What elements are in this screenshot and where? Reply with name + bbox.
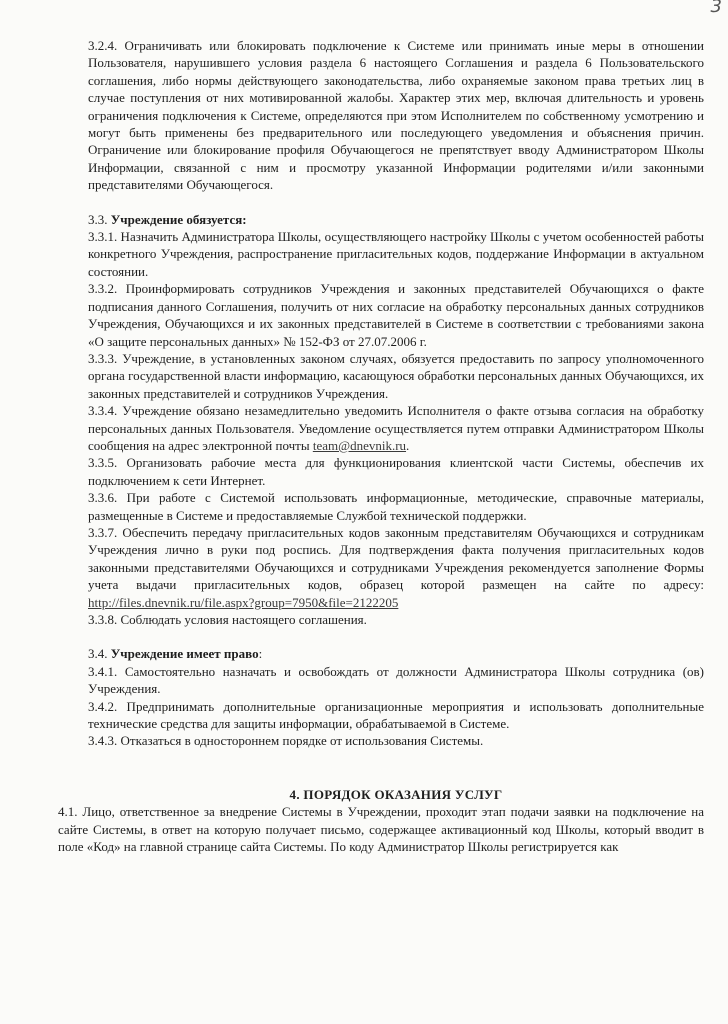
support-email-link[interactable]: team@dnevnik.ru — [312, 437, 407, 453]
clause-3-3-7 — [88, 524, 704, 611]
section-3-3-number: 3.3. — [88, 211, 108, 227]
clause-3-3-8: 3.3.8. Соблюдать условия настоящего соглашения. — [88, 612, 367, 627]
clause-3-3-1: 3.3.1. Назначить Администратора Школы, осуществляющего настройку Школы с учетом особенностей работы конкретного Учреждения, распространение пригласительных кодов, поддержание Информации в актуальном состоянии. — [88, 229, 704, 279]
section-3-4-colon: : — [258, 646, 263, 662]
clause-3-4-2: 3.4.2. Предпринимать дополнительные организационные мероприятия и использовать дополнительные технические средства для защиты информации, обрабатываемой в Системе. — [88, 698, 704, 732]
clause-3-3-7-text: 3.3.7. Обеспечить передачу пригласительных кодов законным представителям Обучающихся и сотрудникам Учреждения лично в руки под роспись. Для подтверждения факта получения пригласительных кодов законными представителями Обучающихся и сотрудниками Учреждения рекомендуется заполнение Формы учета выдачи пригласительных кодов, образец которой размещен на сайте по адресу: — [88, 524, 704, 593]
document-body — [58, 37, 704, 855]
clause-3-3-5: 3.3.5. Организовать рабочие места для функционирования клиентской части Системы, обеспечив их подключением к сети Интернет. — [88, 455, 704, 488]
clause-3-3-4-end: . — [406, 437, 410, 453]
clause-3-3-4 — [88, 402, 704, 454]
clause-3-3-6: 3.3.6. При работе с Системой использовать информационные, методические, справочные материалы, размещенные в Системе и предоставляемые Службой технической поддержки. — [88, 490, 704, 523]
clause-3-3-2: 3.3.2. Проинформировать сотрудников Учреждения и законных представителей Обучающихся о факте подписания данного Соглашения, получить от них согласие на обработку персональных данных сотрудников Учреждения, Обучающихся и их законных представителей в Системе в соответствии с требованиями закона «О защите персональных данных» № 152-ФЗ от 27.07.2006 г. — [88, 281, 704, 349]
section-3-3-heading — [88, 211, 704, 228]
page-number-mark: 3 — [710, 0, 722, 17]
clause-4-1: 4.1. Лицо, ответственное за внедрение Системы в Учреждении, проходит этап подачи заявки на подключение на сайте Системы, в ответ на которую получает письмо, содержащее активационный код Школы, который вводит в поле «Код» на главной странице сайта Системы. По коду Администратор Школы регистрируется как — [58, 804, 704, 855]
clause-3-3-3: 3.3.3. Учреждение, в установленных законом случаях, обязуется предоставить по запросу уполномоченного органа государственной власти информацию, касающуюся обработки персональных данных Обучающихся, их законных представителей и сотрудников Учреждения. — [88, 350, 704, 401]
clause-3-4-3: 3.4.3. Отказаться в одностороннем порядке от использования Системы. — [88, 733, 484, 749]
clause-3-4-1: 3.4.1. Самостоятельно назначать и освобождать от должности Администратора Школы сотрудника (ов) Учреждения. — [88, 663, 704, 697]
form-download-link[interactable]: http://files.dnevnik.ru/file.aspx?group=7950&file=2122205 — [88, 594, 399, 610]
section-4-title: 4. ПОРЯДОК ОКАЗАНИЯ УСЛУГ — [289, 786, 503, 802]
section-3-4-heading — [88, 645, 704, 662]
section-3-3-title: Учреждение обязуется: — [110, 211, 247, 227]
section-3-4-number: 3.4. — [88, 646, 108, 662]
clause-3-3-4-text: 3.3.4. Учреждение обязано незамедлительно уведомить Исполнителя о факте отзыва согласия на обработку персональных данных Пользователя. Уведомление осуществляется путем отправки Администратором Школы сообщения на адрес электронной почты — [88, 403, 704, 453]
section-3-4-title: Учреждение имеет право — [110, 646, 259, 662]
clause-3-2-4: 3.2.4. Ограничивать или блокировать подключение к Системе или принимать иные меры в отношении Пользователя, нарушившего условия раздела 6 настоящего Соглашения и раздела 6 Пользовательского соглашения, либо нормы действующего законодательства, либо охраняемые законом права третьих лиц в случае поступления от них мотивированной жалобы. Характер этих мер, включая длительность и уровень ограничения подключения к Системе, определяются при этом Исполнителем по собственному усмотрению и могут быть применены без предварительного или последующего уведомления и объяснения причин. Ограничение или блокирование профиля Обучающегося не препятствует вводу Администратором Школы Информации, связанной с ним и просмотру указанной Информации родителями и/или законными представителями Обучающегося. — [88, 38, 704, 193]
